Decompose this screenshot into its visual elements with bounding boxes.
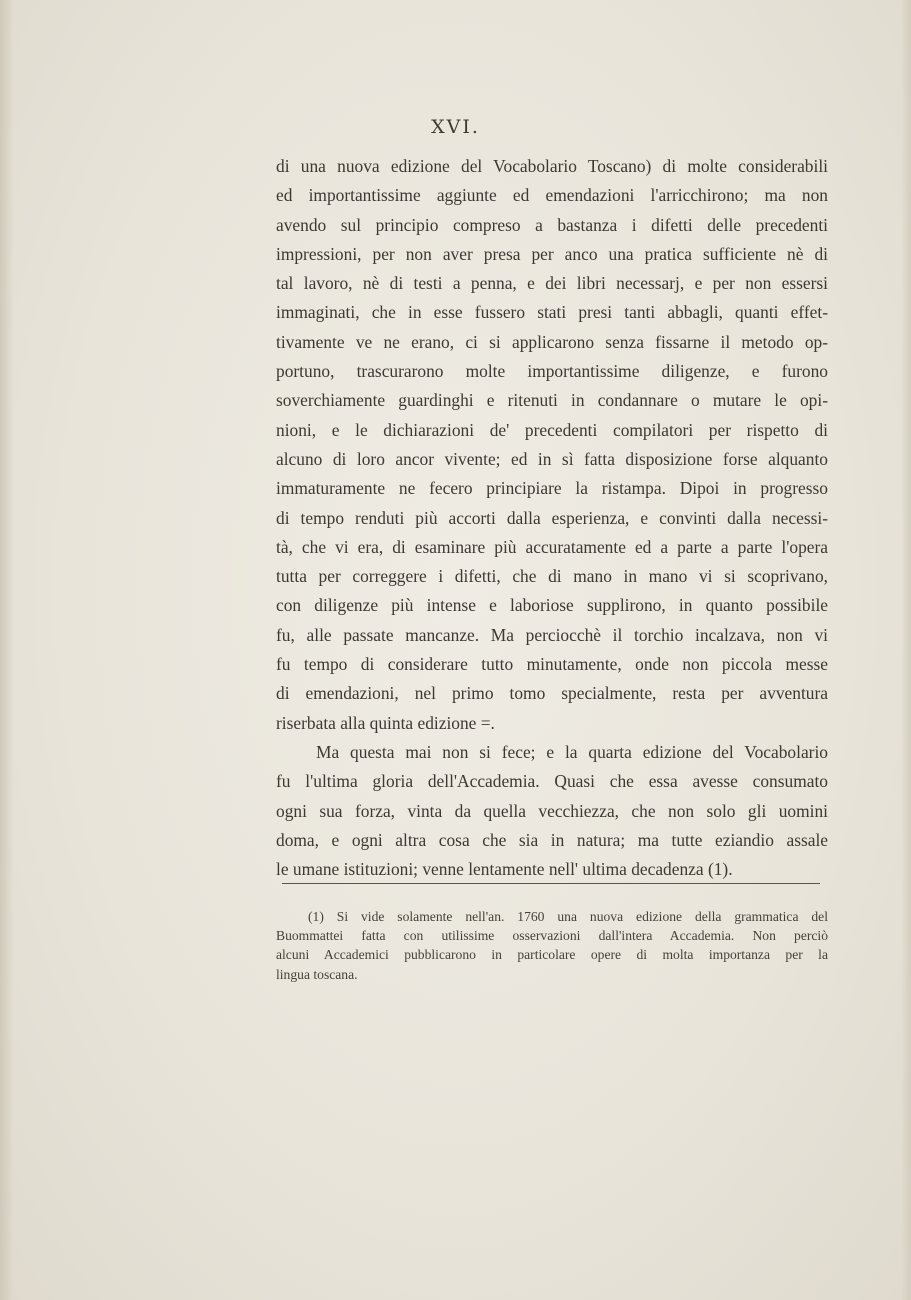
text-line: tivamente ve ne erano, ci si applicarono senza fissarne il metodo op- — [276, 331, 828, 352]
text-line: soverchiamente guardinghi e ritenuti in condannare o mutare le opi- — [276, 390, 828, 411]
text-line: portuno, trascurarono molte importantissime diligenze, e furono — [276, 361, 828, 382]
text-line: le umane istituzioni; venne lentamente nell' ultima decadenza (1). — [276, 859, 733, 880]
footnote-line: lingua toscana. — [276, 966, 358, 982]
text-line: tutta per correggere i difetti, che di mano in mano vi si scoprivano, — [276, 566, 828, 587]
text-line: di tempo renduti più accorti dalla esperienza, e convinti dalla necessi- — [276, 507, 828, 528]
footnote-line: (1) Si vide solamente nell'an. 1760 una nuova edizione della grammatica del — [308, 909, 828, 924]
footnote-line: alcuni Accademici pubblicarono in particolare opere di molta importanza per la — [276, 947, 828, 963]
text-line: Ma questa mai non si fece; e la quarta edizione del Vocabolario — [316, 741, 828, 762]
text-line: immaginati, che in esse fussero stati presi tanti abbagli, quanti effet- — [276, 302, 828, 323]
text-line: tal lavoro, nè di testi a penna, e dei libri necessarj, e per non essersi — [276, 273, 828, 294]
text-line: nioni, e le dichiarazioni de' precedenti compilatori per rispetto di — [276, 419, 828, 440]
text-line: immaturamente ne fecero principiare la ristampa. Dipoi in progresso — [276, 478, 828, 499]
text-line: ogni sua forza, vinta da quella vecchiezza, che non solo gli uomini — [276, 800, 828, 821]
text-line: con diligenze più intense e laboriose supplirono, in quanto possibile — [276, 595, 828, 616]
text-line: fu, alle passate mancanze. Ma perciocchè il torchio incalzava, non vi — [276, 624, 828, 645]
text-line: avendo sul principio compreso a bastanza i difetti delle precedenti — [276, 214, 828, 235]
text-line: ed importantissime aggiunte ed emendazioni l'arricchirono; ma non — [276, 185, 828, 206]
text-line: alcuno di loro ancor vivente; ed in sì fatta disposizione forse alquanto — [276, 448, 828, 469]
footnote-divider — [282, 883, 820, 884]
main-text — [276, 152, 828, 884]
paragraph-1 — [276, 152, 828, 738]
text-line: fu l'ultima gloria dell'Accademia. Quasi che essa avesse consumato — [276, 771, 828, 792]
text-line: riserbata alla quinta edizione =. — [276, 712, 495, 733]
text-line: di emendazioni, nel primo tomo specialmente, resta per avventura — [276, 683, 828, 704]
page-edge-left — [0, 0, 14, 1300]
text-line: impressioni, per non aver presa per anco una pratica sufficiente nè di — [276, 243, 828, 264]
text-line: di una nuova edizione del Vocabolario Toscano) di molte considerabili — [276, 156, 828, 176]
page-edge-right — [901, 0, 911, 1300]
text-line: tà, che vi era, di esaminare più accuratamente ed a parte a parte l'opera — [276, 536, 828, 557]
footnote-line: Buommattei fatta con utilissime osservazioni dall'intera Accademia. Non perciò — [276, 928, 828, 944]
page-number: XVI. — [431, 116, 480, 138]
paragraph-2 — [276, 738, 828, 884]
text-line: doma, e ogni altra cosa che sia in natura; ma tutte eziandio assale — [276, 829, 828, 850]
footnote — [276, 907, 828, 984]
text-line: fu tempo di considerare tutto minutamente, onde non piccola messe — [276, 654, 828, 675]
